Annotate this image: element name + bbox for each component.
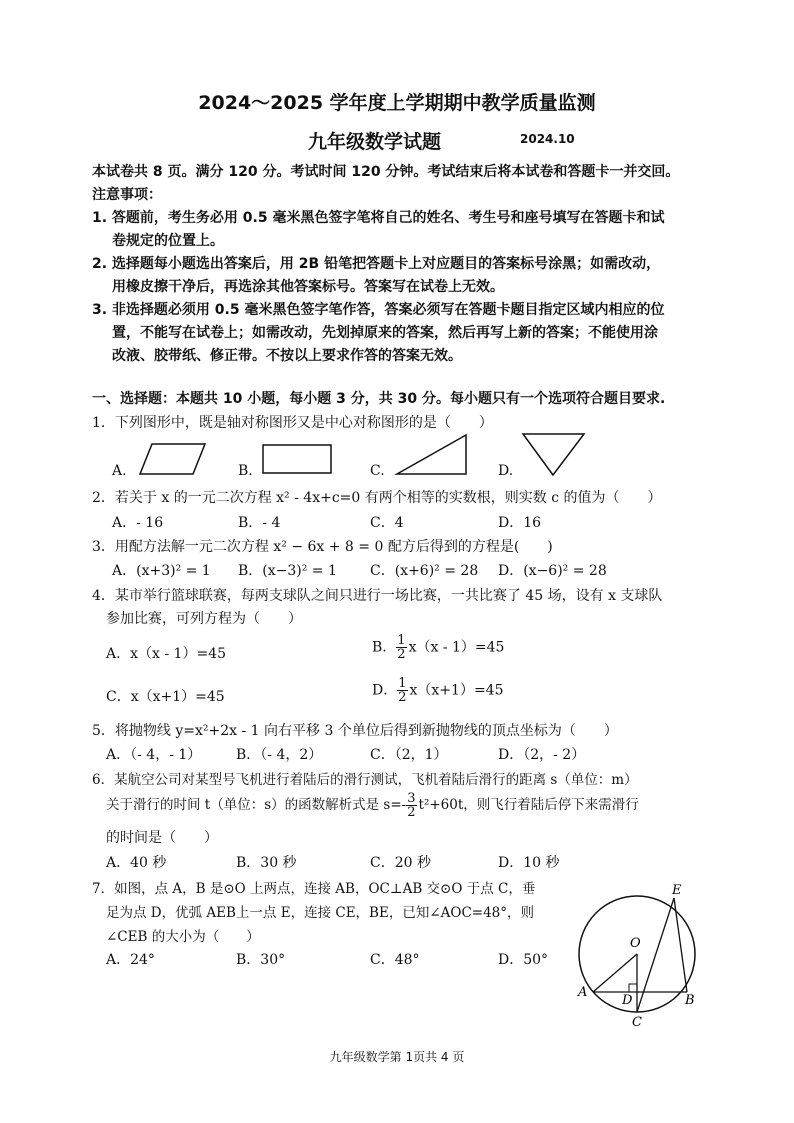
q6-option-b: B．30 秒: [236, 855, 297, 871]
q3-option-a: A．(x+3)² = 1: [112, 563, 211, 579]
q5-stem: 5．将抛物线 y=x²+2x - 1 向右平移 3 个单位后得到新抛物线的顶点坐标为（ ）: [92, 723, 618, 739]
q4-option-c: C．x（x+1）=45: [106, 689, 225, 705]
q1-option-b: B.: [238, 463, 253, 479]
q4-option-b-label: B．: [372, 639, 397, 656]
q2-option-a: A．- 16: [112, 515, 164, 531]
q7-option-b: B．30°: [236, 952, 286, 968]
q5-option-c: C．（2，1）: [370, 747, 448, 763]
notice-1-line-2: 卷规定的位置上。: [112, 233, 224, 249]
section-heading: 一、选择题：本题共 10 小题，每小题 3 分，共 30 分。每小题只有一个选项符合题目要求.: [92, 391, 666, 407]
q6-option-a: A．40 秒: [106, 855, 167, 871]
right-angle-mark: [629, 984, 637, 992]
q2-option-b: B．- 4: [238, 515, 281, 531]
notice-3-line-1: 3. 非选择题必须用 0.5 毫米黑色签字笔作答，答案必须写在答题卡题目指定区域内相应的位: [92, 302, 665, 318]
q3-option-d: D．(x−6)² = 28: [498, 563, 607, 579]
notice-3-line-2: 置，不能写在试卷上；如需改动，先划掉原来的答案，然后再写上新的答案；不能使用涂: [112, 325, 658, 341]
fraction-denominator: 2: [407, 805, 416, 820]
q7-option-c: C．48°: [370, 952, 420, 968]
q6-option-d: D．10 秒: [498, 855, 560, 871]
q5-option-b: B．（- 4，2）: [236, 747, 323, 763]
q1-stem: 1．下列图形中，既是轴对称图形又是中心对称图形的是（ ）: [92, 415, 493, 431]
fraction-denominator: 2: [398, 690, 407, 705]
q1-option-c: C.: [370, 463, 385, 479]
q7-line-1: 7．如图，点 A，B 是⊙O 上两点，连接 AB，OC⊥AB 交⊙O 于点 C，垂: [92, 881, 536, 897]
q6-option-c: C．20 秒: [370, 855, 431, 871]
q4-option-a: A．x（x - 1）=45: [106, 646, 226, 662]
intro-line: 本试卷共 8 页。满分 120 分。考试时间 120 分钟。考试结束后将本试卷和答题卡一并交回。: [92, 164, 680, 180]
q7-line-2: 足为点 D，优弧 AEB上一点 E，连接 CE，BE，已知∠AOC=48°，则: [106, 905, 535, 921]
q2-stem: 2．若关于 x 的一元二次方程 x² - 4x+c=0 有两个相等的实数根，则实数 c 的值为（ ）: [92, 490, 662, 506]
page-footer: 九年级数学第 1页共 4 页: [329, 1050, 465, 1064]
q4-option-b-text: x（x - 1）=45: [408, 639, 505, 656]
q6-line-3: 的时间是（ ）: [106, 830, 218, 846]
q7-option-a: A．24°: [106, 952, 155, 968]
label-o: O: [630, 936, 641, 951]
q3-stem: 3．用配方法解一元二次方程 x² − 6x + 8 = 0 配方后得到的方程是( ): [92, 539, 553, 555]
q5-option-d: D．（2，- 2）: [498, 747, 586, 763]
q2-option-d: D．16: [498, 515, 542, 531]
notice-2-line-2: 用橡皮擦干净后，再选涂其他答案标号。答案写在试卷上无效。: [112, 279, 504, 295]
q3-option-b: B．(x−3)² = 1: [238, 563, 337, 579]
q2-option-c: C．4: [370, 515, 404, 531]
label-e: E: [672, 883, 682, 898]
fraction-numerator: 3: [407, 791, 416, 806]
q4-stem-line-1: 4．某市举行篮球联赛，每两支球队之间只进行一场比赛，一共比赛了 45 场，设有 x 支球队: [92, 588, 663, 604]
segment-oa: [593, 954, 637, 992]
exam-subtitle: 九年级数学试题: [308, 131, 442, 153]
fraction-numerator: 1: [397, 633, 406, 648]
label-b: B: [685, 993, 695, 1008]
q7-line-3: ∠CEB 的大小为（ ）: [106, 929, 260, 945]
q4-option-d-text: x（x+1）=45: [409, 682, 504, 699]
q1-option-d: D.: [498, 463, 514, 479]
exam-title: 2024～2025 学年度上学期期中教学质量监测: [198, 92, 596, 114]
q4-option-d-label: D．: [372, 682, 398, 699]
segment-ec: [637, 898, 674, 1012]
fraction-numerator: 1: [398, 676, 407, 691]
notice-1-line-1: 1. 答题前，考生务必用 0.5 毫米黑色签字笔将自己的姓名、考生号和座号填写在答题卡和试: [92, 210, 665, 226]
label-d: D: [622, 993, 633, 1008]
segment-eb: [674, 898, 687, 992]
q6-line-1: 6．某航空公司对某型号飞机进行着陆后的滑行测试，飞机着陆后滑行的距离 s（单位：m）: [92, 772, 638, 788]
q6-line-2-start: 关于滑行的时间 t（单位：s）的函数解析式是 s=-: [106, 797, 407, 813]
q4-stem-line-2: 参加比赛，可列方程为（ ）: [106, 611, 302, 627]
notice-3-line-3: 改液、胶带纸、修正带。不按以上要求作答的答案无效。: [112, 348, 462, 364]
label-a: A: [578, 985, 588, 1000]
q3-option-c: C．(x+6)² = 28: [370, 563, 479, 579]
q6-line-2-end: t²+60t，则飞行着陆后停下来需滑行: [418, 797, 639, 813]
q1-option-a: A.: [112, 463, 127, 479]
fraction-denominator: 2: [397, 647, 406, 662]
exam-date: 2024.10: [520, 132, 575, 146]
q5-option-a: A．（- 4，- 1）: [106, 747, 202, 763]
notice-title: 注意事项：: [92, 187, 162, 203]
label-c: C: [632, 1015, 642, 1030]
notice-2-line-1: 2. 选择题每小题选出答案后，用 2B 铅笔把答题卡上对应题目的答案标号涂黑；如需改动，: [92, 256, 661, 272]
q7-option-d: D．50°: [498, 952, 549, 968]
